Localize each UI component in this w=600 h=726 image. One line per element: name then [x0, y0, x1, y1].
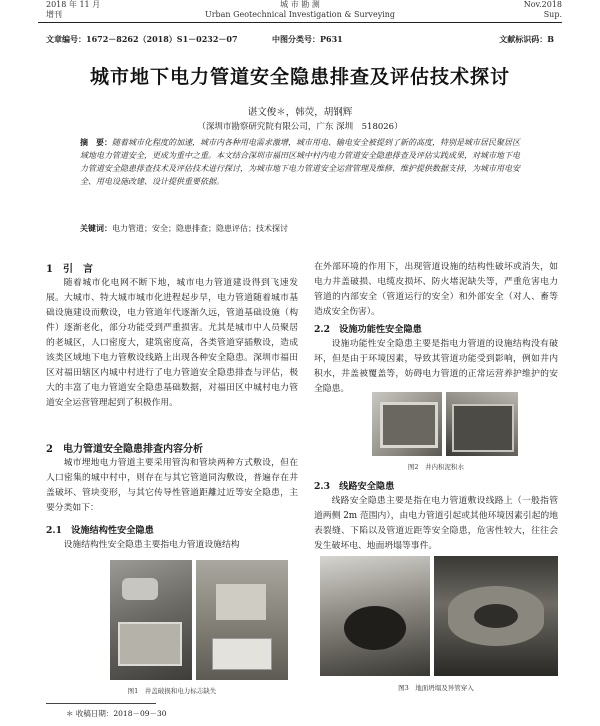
- article-number: 文章编号：1672－8262（2018）S1－0232－07: [46, 34, 238, 44]
- classification-number: 中图分类号：P631: [272, 34, 343, 44]
- header-date-en: Nov.2018: [523, 0, 562, 9]
- journal-name-en: Urban Geotechnical Investigation & Surveying: [204, 10, 396, 19]
- paper-title: 城市地下电力管道安全隐患排查及评估技术探讨: [89, 66, 510, 88]
- header-rule: [38, 22, 562, 23]
- header-supplement: 增刊: [46, 10, 62, 19]
- figure-1-photo-right: [196, 560, 288, 680]
- figure-2-photo-right: [446, 392, 518, 456]
- section-2-1-paragraph: 设施结构性安全隐患主要指电力管道设施结构: [63, 540, 240, 550]
- keywords-text: 电力管道；安全；隐患排查；隐患评估；技术探讨: [112, 224, 288, 233]
- section-2-1-heading: 2.1 设施结构性安全隐患: [46, 525, 154, 536]
- received-date-footnote: ＊ 收稿日期：2018－09－30: [66, 709, 167, 718]
- section-2-1-continued: 在外部环境的作用下，出现管道设施的结构性破坏或消失，如电力井盖破损、电缆皮损坏、防火堵泥缺失等，严重危害电力管道的内部安全（管道运行的安全）和外部安全（对人、畜等造成安全伤害）。: [314, 262, 558, 317]
- section-2-heading: 2 电力管道安全隐患排查内容分析: [46, 444, 203, 455]
- figure-3-photo-right: [434, 556, 558, 676]
- keywords-label: 关键词：: [80, 223, 112, 233]
- section-2-3-heading: 2.3 线路安全隐患: [314, 481, 395, 492]
- figure-3-caption: 图3 地面坍塌及异管穿入: [398, 684, 474, 692]
- section-2-3-paragraph: 线路安全隐患主要是指在电力管道敷设线路上（一般指管道两侧 2m 范围内），由电力管道引起或其他环境因素引起的地表裂缝、下陷以及管道近距等安全隐患，危害性较大，往往会发生破坏电、地面坍塌等事件。: [314, 496, 558, 551]
- header-supplement-en: Sup.: [543, 10, 562, 19]
- document-code: 文献标识码：B: [499, 34, 554, 44]
- figure-2-caption: 图2 井内积泥积水: [407, 463, 465, 471]
- journal-name-cn: 城 市 勘 测: [280, 0, 320, 9]
- abstract: [80, 136, 520, 188]
- section-1-heading: 1 引 言: [46, 264, 93, 275]
- section-1-paragraph: 随着城市化电网不断下地，城市电力管道建设得到飞速发展。大城市、特大城市城市化进程起步早，电力管道随着城市基础设施建设而敷设，电力管道年代逐渐久远，管道基础设施（构件）逐渐老化，部分功能受到严重损害。尤其是城市中人员聚居的老城区，人口密度大，建筑密度高，各类管道穿插敷设，造成该类区域地下电力管敷设线路上出现各种安全隐患。深圳市福田区对福田辖区内城中村进行了电力管道安全隐患排查与评估，极大的丰富了电力管道安全隐患基础数据，对福田区中城村电力管道安全运营管理起到了积极作用。: [46, 278, 298, 408]
- figure-1-photo-left: [110, 560, 192, 680]
- figure-3-photo-left: [320, 556, 430, 676]
- section-2-2-paragraph: 设施功能性安全隐患主要是指电力管道的设施结构没有破坏，但是由于环境因素，导致其管道功能受到影响，例如井内积水，井盖被覆盖等，妨碍电力管道的正常运营养护维护的安全隐患。: [314, 339, 558, 394]
- authors: 谌文俊＊，韩荧，胡钢辉: [247, 107, 353, 118]
- figure-1-caption: 图1 井盖破损和电力标志缺失: [127, 687, 217, 695]
- affiliation: （深圳市勘察研究院有限公司，广东 深圳 518026）: [197, 122, 403, 132]
- abstract-label: 摘 要：: [80, 137, 112, 147]
- footnote-rule: [46, 703, 156, 704]
- keywords: [80, 223, 520, 234]
- header-date: 2018 年 11 月: [46, 0, 101, 9]
- section-2-2-heading: 2.2 设施功能性安全隐患: [314, 324, 422, 335]
- abstract-text: 随着城市化程度的加速，城市内各种用电需求激增，城市用电、输电安全被提到了新的高度，特别是城市居民聚居区域地电力管道安全，更成为重中之重。本文结合深圳市福田区城中村内电力管道安全隐患排查及评估实践成果，对城市地下电力管道安全隐患排查技术及评估技术进行探讨，为城市地下电力管道安全运营管理及维修、维护提供数据支持，为城市用电安全、用电设施改建、设计提供重要依据。: [80, 138, 520, 186]
- section-2-paragraph: 城市埋地电力管道主要采用管沟和管块两种方式敷设，但在人口密集的城中村中，则存在与其它管道同沟敷设，普遍存在井盖破坏、管块变形，与其它传导性管道距離过近等安全隐患，主要分类如下：: [46, 458, 298, 513]
- figure-2-photo-left: [372, 392, 442, 456]
